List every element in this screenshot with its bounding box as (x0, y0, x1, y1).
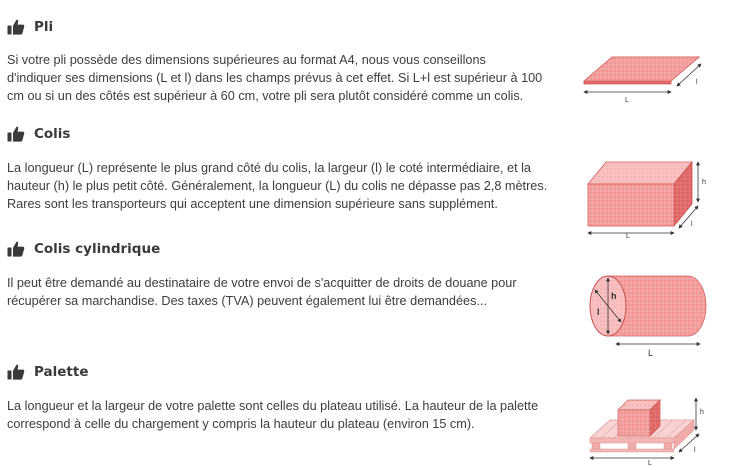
cylinder-length-label: L (648, 348, 654, 358)
colis-diagram (582, 156, 712, 238)
pli-width-label: l (696, 79, 698, 86)
cylinder-height-label: h (611, 291, 617, 301)
section-text (7, 274, 517, 310)
text-line: La longueur (L) représente le plus grand côté du colis, la largeur (l) le coté intermédiaire, et la (7, 161, 531, 175)
cylinder-width-label: l (597, 307, 600, 317)
text-line: d'indiquer ses dimensions (L et l) dans les champs prévus à cet effet. Si L+l est supérieur à 100 (7, 71, 543, 85)
pallet-block (592, 443, 600, 449)
pli-sheet (584, 57, 699, 81)
section-heading (7, 363, 89, 381)
pallet-block (628, 443, 636, 449)
pli-diagram (578, 50, 703, 105)
pallet-block (664, 443, 672, 449)
section-heading (7, 18, 53, 36)
section-heading (7, 125, 70, 143)
colis-width-label: l (691, 221, 693, 228)
palette-width-label: l (694, 447, 696, 454)
section-title: Colis (34, 126, 71, 142)
thumbs-up-icon (7, 19, 25, 35)
text-line: La longueur et la largeur de votre palette sont celles du plateau utilisé. La hauteur de la palette (7, 399, 539, 413)
text-line: correspond à celle du chargement y compris la hauteur du plateau (environ 15 cm). (7, 417, 475, 431)
text-line: cm ou si un des côtés est supérieur à 60 cm, votre pli sera plutôt considéré comme un colis. (7, 89, 524, 103)
load-front-face (618, 410, 650, 436)
pli-length-label: L (625, 97, 629, 104)
text-line: Si votre pli possède des dimensions supérieures au format A4, nous vous conseillons (7, 53, 486, 67)
section-text (7, 397, 538, 433)
section-title: Pli (34, 19, 54, 35)
pallet-bottom (590, 449, 674, 452)
text-line: récupérer sa marchandise. Des taxes (TVA) peuvent également lui être demandées... (7, 294, 488, 308)
pallet-deck-front (590, 438, 674, 443)
section-text (7, 51, 542, 105)
section-heading (7, 240, 160, 258)
cylinder-diagram (588, 268, 708, 358)
thumbs-up-icon (7, 241, 25, 257)
colis-front-face (588, 184, 674, 226)
section-title: Colis cylindrique (34, 241, 161, 257)
text-line: Il peut être demandé au destinataire de votre envoi de s'acquitter de droits de douane pour (7, 276, 517, 290)
colis-height-label: h (702, 179, 706, 186)
thumbs-up-icon (7, 126, 25, 142)
palette-height-label: h (700, 409, 704, 416)
section-title: Palette (34, 364, 89, 380)
text-line: hauteur (h) le plus petit côté. Généralement, la longueur (L) du colis ne dépasse pas 2,8 mètres. (7, 179, 548, 193)
thumbs-up-icon (7, 364, 25, 380)
palette-length-label: L (648, 460, 652, 467)
colis-length-label: L (626, 233, 630, 238)
section-text (7, 159, 547, 213)
palette-diagram (584, 392, 714, 468)
text-line: Rares sont les transporteurs qui acceptent une dimension supérieure sans supplément. (7, 197, 498, 211)
